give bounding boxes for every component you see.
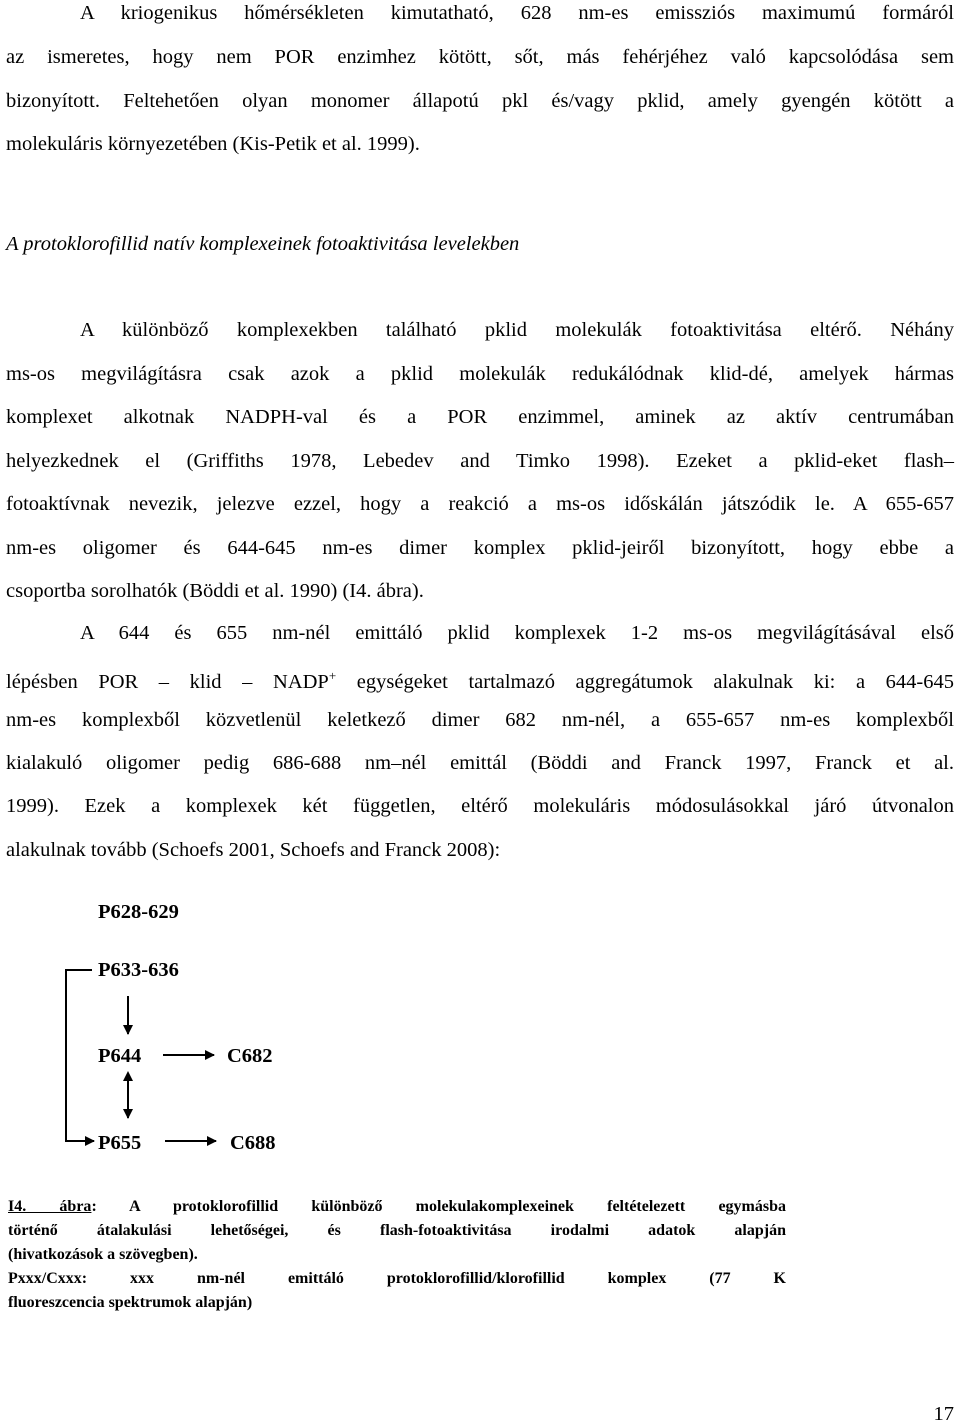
caption-text-1: A protoklorofillid különböző molekulakomplexeinek feltételezett egymásba (96, 1198, 787, 1215)
caption-label: I4. ábra (8, 1198, 92, 1215)
para2-line-3: komplexet alkotnak NADPH-val és a POR enzimmel, aminek az aktív centrumában (6, 406, 954, 428)
label-p655: P655 (98, 1132, 142, 1154)
para1-line-3: bizonyított. Feltehetően olyan monomer állapotú pkl és/vagy pklid, amely gyengén kötött a (6, 90, 954, 112)
caption-line-2: történő átalakulási lehetőségei, és flash-fotoaktivitása irodalmi adatok alapján (8, 1222, 786, 1239)
para1-line-2: az ismeretes, hogy nem POR enzimhez kötött, sőt, más fehérjéhez való kapcsolódása sem (6, 46, 954, 68)
para2-line-7: csoportba sorolhatók (Böddi et al. 1990) (I4. ábra). (6, 580, 424, 602)
label-c682: C682 (227, 1045, 273, 1067)
para2-line-6: nm-es oligomer és 644-645 nm-es dimer komplex pklid-jeiről bizonyított, hogy ebbe a (6, 537, 954, 559)
para3-line-6: alakulnak tovább (Schoefs 2001, Schoefs and Franck 2008): (6, 839, 501, 861)
label-c688: C688 (230, 1132, 276, 1154)
caption-colon: : (91, 1198, 97, 1215)
superscript-plus: + (328, 668, 337, 683)
para3-line-2-rest: egységeket tartalmazó aggregátumok alakulnak ki: a 644-645 (336, 670, 954, 693)
caption-line-5: fluoreszcencia spektrumok alapján) (8, 1294, 253, 1311)
para3-line-1: A 644 és 655 nm-nél emittáló pklid komplexek 1-2 ms-os megvilágításával első (80, 622, 954, 644)
para3-line-5: 1999). Ezek a komplexek két független, eltérő molekuláris módosulásokkal járó útvonalon (6, 795, 954, 817)
para3-line-2-text: lépésben POR – klid – NADP (6, 670, 329, 693)
bracket-arrow (66, 970, 94, 1141)
label-p633: P633-636 (98, 959, 179, 981)
para2-line-2: ms-os megvilágításra csak azok a pklid molekulák redukálódnak klid-dé, amelyek hármas (6, 363, 954, 385)
page-number: 17 (933, 1403, 954, 1425)
label-p628: P628-629 (98, 901, 179, 923)
label-p644: P644 (98, 1045, 142, 1067)
para2-line-4: helyezkednek el (Griffiths 1978, Lebedev and Timko 1998). Ezeket a pklid-eket flash– (6, 450, 954, 472)
para3-line-4: kialakuló oligomer pedig 686-688 nm–nél emittál (Böddi and Franck 1997, Franck et al. (6, 752, 954, 774)
caption-line-1 (8, 1195, 786, 1219)
caption-line-3: (hivatkozások a szövegben). (8, 1246, 198, 1263)
para2-line-5: fotoaktívnak nevezik, jelezve ezzel, hogy a reakció a ms-os időskálán játszódik le. A 655-657 (6, 493, 954, 515)
section-heading: A protoklorofillid natív komplexeinek fotoaktivitása levelekben (6, 233, 520, 255)
para2-line-1: A különböző komplexekben található pklid molekulák fotoaktivitása eltérő. Néhány (80, 319, 954, 341)
para1-line-4: molekuláris környezetében (Kis-Petik et al. 1999). (6, 133, 420, 155)
para1-line-1: A kriogenikus hőmérsékleten kimutatható, 628 nm-es emissziós maximumú formáról (80, 2, 954, 24)
para3-line-3: nm-es komplexből közvetlenül keletkező dimer 682 nm-nél, a 655-657 nm-es komplexből (6, 709, 954, 731)
caption-line-4: Pxxx/Cxxx: xxx nm-nél emittáló protoklorofillid/klorofillid komplex (77 K (8, 1270, 786, 1287)
